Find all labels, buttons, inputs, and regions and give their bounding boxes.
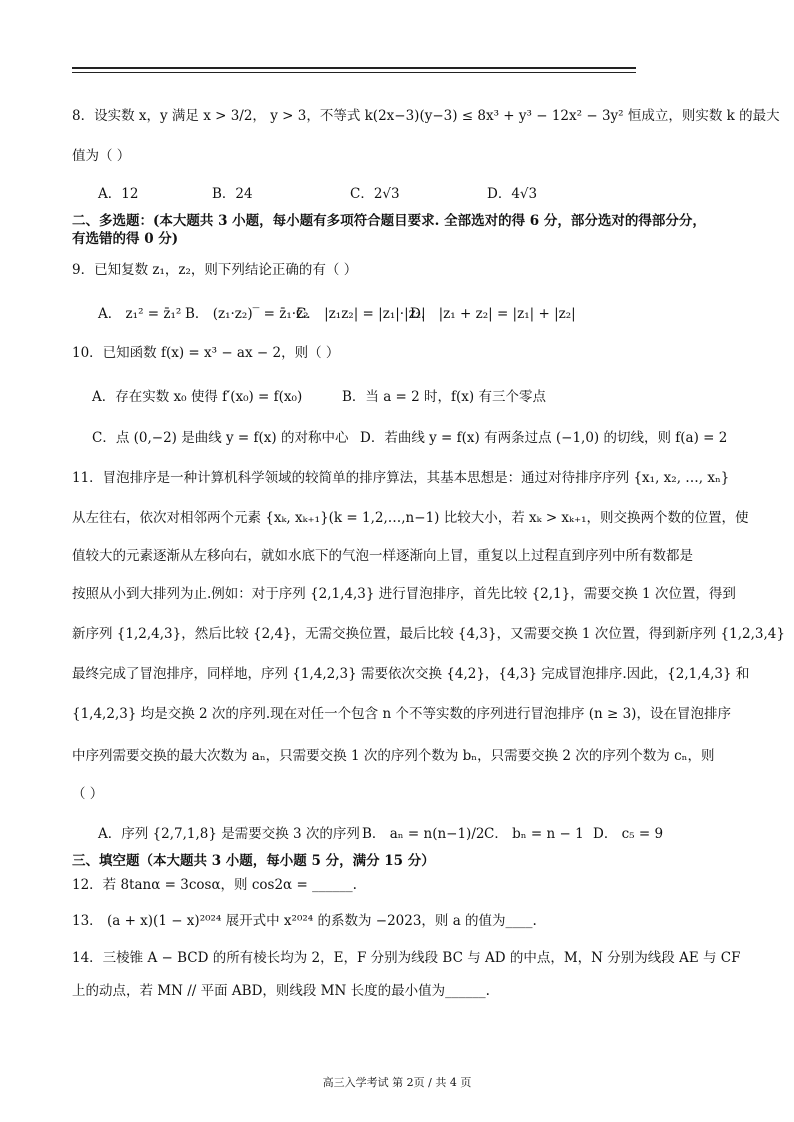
- q10-stem: 10．已知函数 f(x) = x³ − ax − 2，则（ ）: [72, 345, 340, 361]
- q8-line2: 值为（ ）: [72, 148, 131, 164]
- section2-heading-line1: 二、多选题：(本大题共 3 小题，每小题有多项符合题目要求. 全部选对的得 6 分，部分选对的得部分分，: [72, 213, 706, 229]
- page-footer: 高三入学考试 第 2页 / 共 4 页: [322, 1076, 472, 1089]
- q10-option-d: D．若曲线 y = f(x) 有两条过点 (−1,0) 的切线，则 f(a) = 2: [360, 430, 728, 446]
- q11-line: 值较大的元素逐渐从左移向右，就如水底下的气泡一样逐渐向上冒，重复以上过程直到序列中所有数都是: [72, 548, 693, 564]
- q9-option-a: A． z₁² = z̄₁²: [98, 306, 182, 322]
- q8-line1: 8．设实数 x，y 满足 x > 3/2， y > 3，不等式 k(2x−3)(y−3) ≤ 8x³ + y³ − 12x² − 3y² 恒成立，则实数 k 的最大: [72, 108, 780, 124]
- q11-line: 新序列 {1,2,4,3}，然后比较 {2,4}，无需交换位置，最后比较 {4,3}，又需要交换 1 次位置，得到新序列 {1,2,3,4}: [72, 626, 785, 642]
- q9-option-c: C． |z₁z₂| = |z₁|·|z₂|: [296, 306, 426, 322]
- q11-option-b: B． aₙ = n(n−1)/2: [362, 826, 485, 842]
- header-rule-bottom: [72, 72, 636, 73]
- q11-line: （ ）: [72, 786, 104, 802]
- q11-line: 11．冒泡排序是一种计算机科学领域的较简单的排序算法，其基本思想是：通过对待排序序列 {x₁, x₂, …, xₙ}: [72, 470, 730, 486]
- q8-option-c: C．2√3: [350, 186, 400, 202]
- q8-option-b: B．24: [212, 186, 253, 202]
- q11-line: {1,4,2,3} 均是交换 2 次的序列.现在对任一个包含 n 个不等实数的序列进行冒泡排序 (n ≥ 3)，设在冒泡排序: [72, 706, 731, 722]
- q11-option-d: D． c₅ = 9: [593, 826, 664, 842]
- q10-option-b: B．当 a = 2 时，f(x) 有三个零点: [342, 389, 546, 405]
- q10-option-c: C．点 (0,−2) 是曲线 y = f(x) 的对称中心: [92, 430, 349, 446]
- q12: 12．若 8tanα = 3cosα，则 cos2α = ______.: [72, 877, 357, 893]
- q8-option-d: D．4√3: [487, 186, 538, 202]
- q10-option-a: A．存在实数 x₀ 使得 f′(x₀) = f(x₀): [92, 389, 303, 405]
- section2-heading-line2: 有选错的得 0 分): [72, 231, 179, 247]
- q11-line: 从左往右，依次对相邻两个元素 {xₖ, xₖ₊₁}(k = 1,2,…,n−1) 比较大小，若 xₖ > xₖ₊₁，则交换两个数的位置，使: [72, 510, 749, 526]
- q14-line2: 上的动点，若 MN // 平面 ABD，则线段 MN 长度的最小值为______.: [72, 983, 490, 999]
- q9-option-d: D． |z₁ + z₂| = |z₁| + |z₂|: [410, 306, 576, 322]
- q9-stem: 9．已知复数 z₁，z₂，则下列结论正确的有（ ）: [72, 262, 358, 278]
- q11-option-a: A．序列 {2,7,1,8} 是需要交换 3 次的序列: [98, 826, 360, 842]
- section3-heading: 三、填空题（本大题共 3 小题，每小题 5 分，满分 15 分）: [72, 853, 435, 869]
- q11-line: 最终完成了冒泡排序，同样地，序列 {1,4,2,3} 需要依次交换 {4,2}，{4,3} 完成冒泡排序.因此，{2,1,4,3} 和: [72, 666, 750, 682]
- q13: 13． (a + x)(1 − x)²⁰²⁴ 展开式中 x²⁰²⁴ 的系数为 −2023，则 a 的值为____.: [72, 913, 537, 929]
- q11-option-c: C． bₙ = n − 1: [484, 826, 584, 842]
- q14-line1: 14．三棱锥 A − BCD 的所有棱长均为 2，E，F 分别为线段 BC 与 AD 的中点，M，N 分别为线段 AE 与 CF: [72, 950, 741, 966]
- header-rule-top: [72, 67, 636, 69]
- q8-option-a: A．12: [98, 186, 139, 202]
- q11-line: 按照从小到大排列为止.例如：对于序列 {2,1,4,3} 进行冒泡排序，首先比较 {2,1}，需要交换 1 次位置，得到: [72, 586, 736, 602]
- q11-line: 中序列需要交换的最大次数为 aₙ，只需要交换 1 次的序列个数为 bₙ，只需要交换 2 次的序列个数为 cₙ，则: [72, 748, 715, 764]
- q9-option-b: B． (z₁·z₂)‾ = z̄₁·z̄₂: [185, 306, 309, 322]
